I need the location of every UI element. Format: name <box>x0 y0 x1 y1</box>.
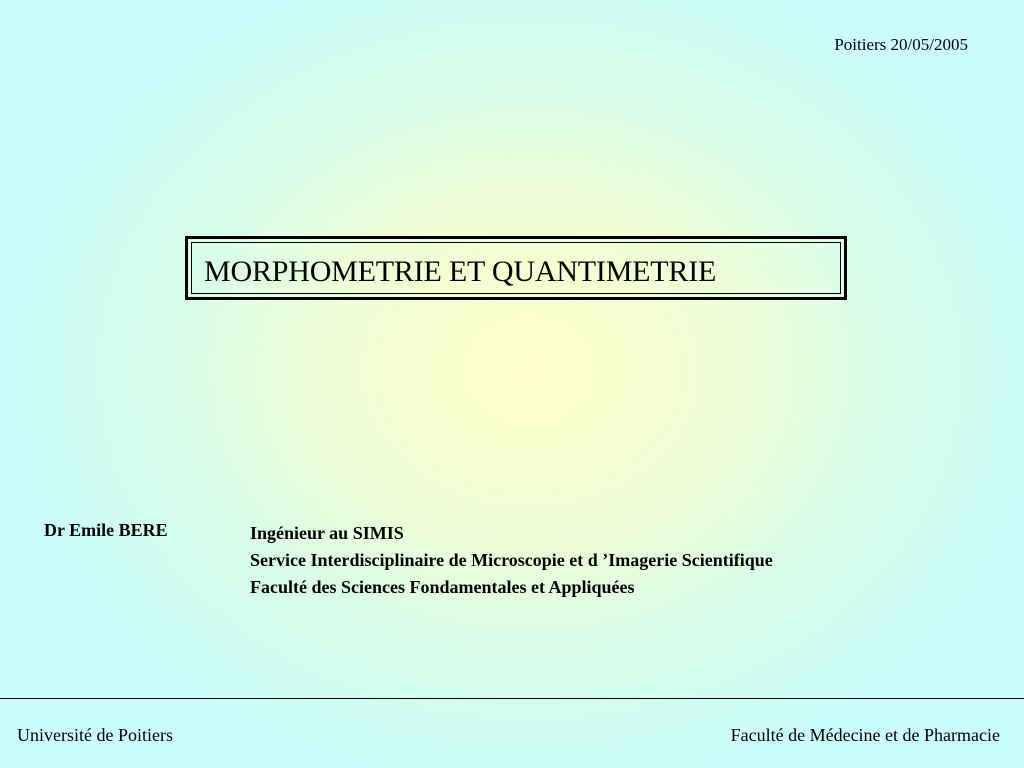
affiliation-line: Ingénieur au SIMIS <box>250 523 404 543</box>
slide-date: Poitiers 20/05/2005 <box>834 35 968 54</box>
author-name: Dr Emile BERE <box>44 520 168 540</box>
title-frame <box>185 236 847 300</box>
footer-divider <box>0 698 1024 699</box>
affiliation-line: Faculté des Sciences Fondamentales et Appliquées <box>250 577 635 597</box>
affiliation-line: Service Interdisciplinaire de Microscopie et d ’Imagerie Scientifique <box>250 550 773 570</box>
slide-title: MORPHOMETRIE ET QUANTIMETRIE <box>204 255 717 288</box>
footer-faculty: Faculté de Médecine et de Pharmacie <box>730 725 1000 745</box>
title-frame-inner <box>191 242 841 294</box>
author-affiliation <box>250 520 773 601</box>
footer-university: Université de Poitiers <box>17 725 173 745</box>
